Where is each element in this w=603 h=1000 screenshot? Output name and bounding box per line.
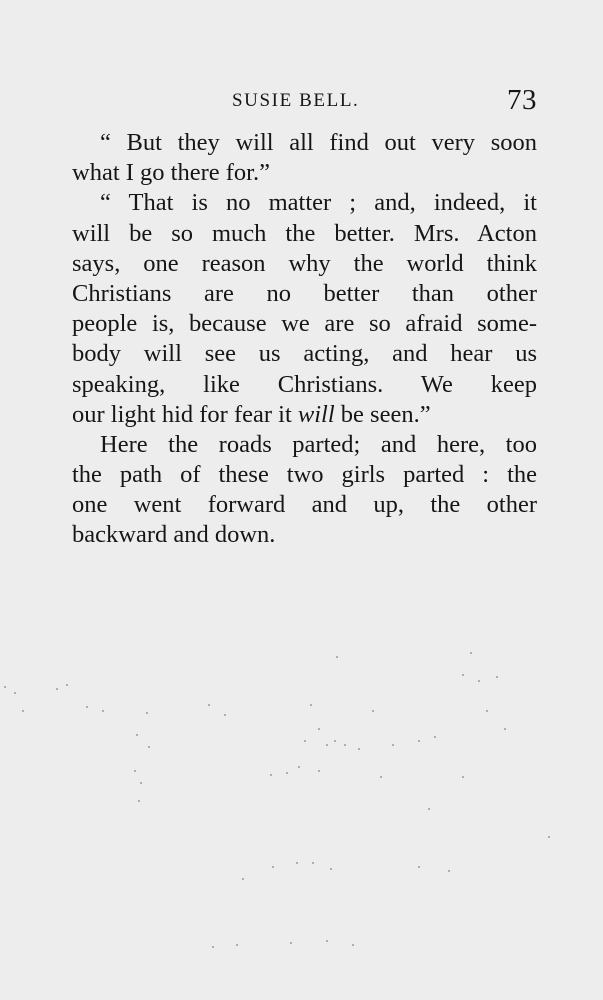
text-line: one went forward and up, the other: [72, 491, 537, 519]
text-line: “ That is no matter ; and, indeed, it: [100, 189, 537, 217]
text-run: be seen.”: [334, 400, 431, 428]
italic-word: will: [297, 400, 335, 428]
text-line: speaking, like Christians. We keep: [72, 370, 537, 398]
paper-specks: [0, 640, 603, 970]
text-line: Here the roads parted; and here, too: [100, 430, 537, 458]
text-line-mixed: [72, 400, 537, 430]
text-line: what I go there for.”: [72, 159, 270, 187]
text-line: says, one reason why the world think: [72, 249, 537, 277]
page-number: 73: [507, 84, 537, 116]
running-head: SUSIE BELL.: [232, 90, 360, 111]
text-line: the path of these two girls parted : the: [72, 461, 537, 489]
text-line: people is, because we are so afraid some-: [72, 310, 537, 338]
text-line: Christians are no better than other: [72, 279, 537, 307]
text-line: “ But they will all find out very soon: [100, 129, 537, 156]
text-line: backward and down.: [72, 521, 276, 549]
paragraph-3: [72, 430, 537, 551]
paragraph-2: [72, 188, 537, 430]
paragraph-1: [72, 128, 537, 188]
page-header: [0, 84, 603, 120]
body-text: [72, 128, 537, 551]
text-line: body will see us acting, and hear us: [72, 340, 537, 368]
text-run: our light hid for fear it: [72, 400, 298, 428]
text-line: will be so much the better. Mrs. Acton: [72, 219, 537, 247]
